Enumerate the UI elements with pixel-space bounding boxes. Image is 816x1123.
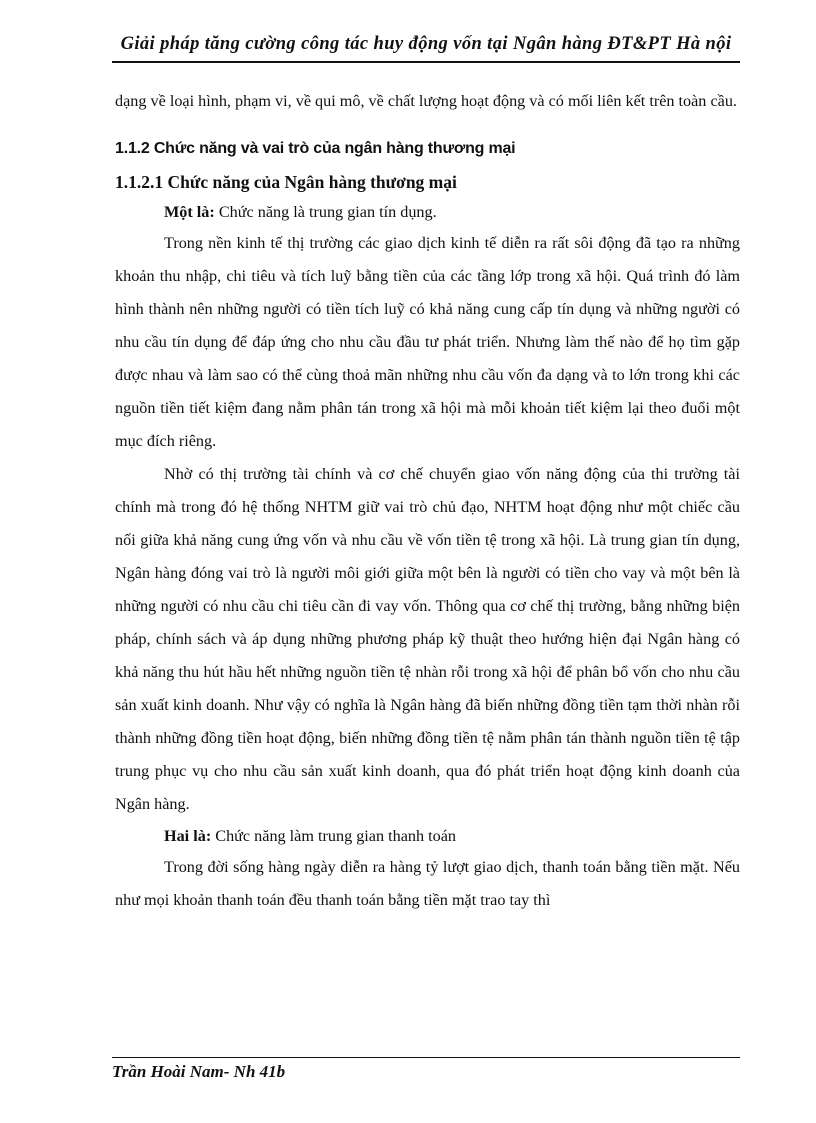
intro-paragraph: dạng về loại hình, phạm vi, về qui mô, về chất lượng hoạt động và có mối liên kết trên toàn cầu. <box>115 92 737 110</box>
function-one-line <box>115 197 740 227</box>
section-heading: 1.1.2 Chức năng và vai trò của ngân hàng thương mại <box>115 140 516 157</box>
subsection-heading: 1.1.2.1 Chức năng của Ngân hàng thương mại <box>115 172 457 192</box>
function-one-lead: Một là: <box>164 203 215 221</box>
running-header: Giải pháp tăng cường công tác huy động vốn tại Ngân hàng ĐT&PT Hà nội <box>120 34 732 54</box>
running-footer: Trần Hoài Nam- Nh 41b <box>112 1062 286 1081</box>
paragraph-credit-intermediary: Trong nền kinh tế thị trường các giao dịch kinh tế diễn ra rất sôi động đã tạo ra những khoản thu nhập, chi tiêu và tích luỹ bằng tiền của các tầng lớp trong xã hội. Quá trình đó làm hình thành nên những người có tiền tích luỹ có khả năng cung cấp tín dụng và những người có nhu cầu tín dụng để đáp ứng cho nhu cầu đầu tư phát triển. Nhưng làm thế nào để họ tìm gặp được nhau và làm sao có thể cùng thoả mãn những nhu cầu vốn đa dạng và to lớn trong khi các nguồn tiền tiết kiệm đang nằm phân tán trong xã hội mà mỗi khoản tiết kiệm lại theo đuổi một mục đích riêng. <box>115 234 740 450</box>
page-body <box>115 85 740 917</box>
function-two-line <box>115 821 740 851</box>
function-two-lead: Hai là: <box>164 827 212 845</box>
function-two-text: Chức năng làm trung gian thanh toán <box>211 827 457 845</box>
function-one-text: Chức năng là trung gian tín dụng. <box>214 203 437 221</box>
paragraph-payment-intermediary: Trong đời sống hàng ngày diễn ra hàng tỷ lượt giao dịch, thanh toán bằng tiền mặt. Nếu như mọi khoản thanh toán đều thanh toán bằng tiền mặt trao tay thì <box>115 858 740 909</box>
paragraph-financial-market: Nhờ có thị trường tài chính và cơ chế chuyển giao vốn năng động của thi trường tài chính mà trong đó hệ thống NHTM giữ vai trò chủ đạo, NHTM hoạt động như một chiếc cầu nối giữa khả năng cung ứng vốn và nhu cầu về vốn tiền tệ trong xã hội. Là trung gian tín dụng, Ngân hàng đóng vai trò là người môi giới giữa một bên là người có tiền cho vay và một bên là những người có nhu cầu chi tiêu cần đi vay vốn. Thông qua cơ chế thị trường, bằng những biện pháp, chính sách và áp dụng những phương pháp kỹ thuật theo hướng hiện đại Ngân hàng có khả năng thu hút hầu hết những nguồn tiền tệ nhàn rỗi trong xã hội để phân bổ vốn cho nhu cầu sản xuất kinh doanh. Như vậy có nghĩa là Ngân hàng đã biến những đồng tiền tạm thời nhàn rỗi thành những đồng tiền hoạt động, biến những đồng tiền tệ nằm phân tán thành nguồn tiền tệ tập trung phục vụ cho nhu cầu sản xuất kinh doanh, qua đó phát triển hoạt động kinh doanh của Ngân hàng. <box>115 465 740 813</box>
header-divider <box>112 61 740 63</box>
footer-divider <box>112 1057 740 1058</box>
